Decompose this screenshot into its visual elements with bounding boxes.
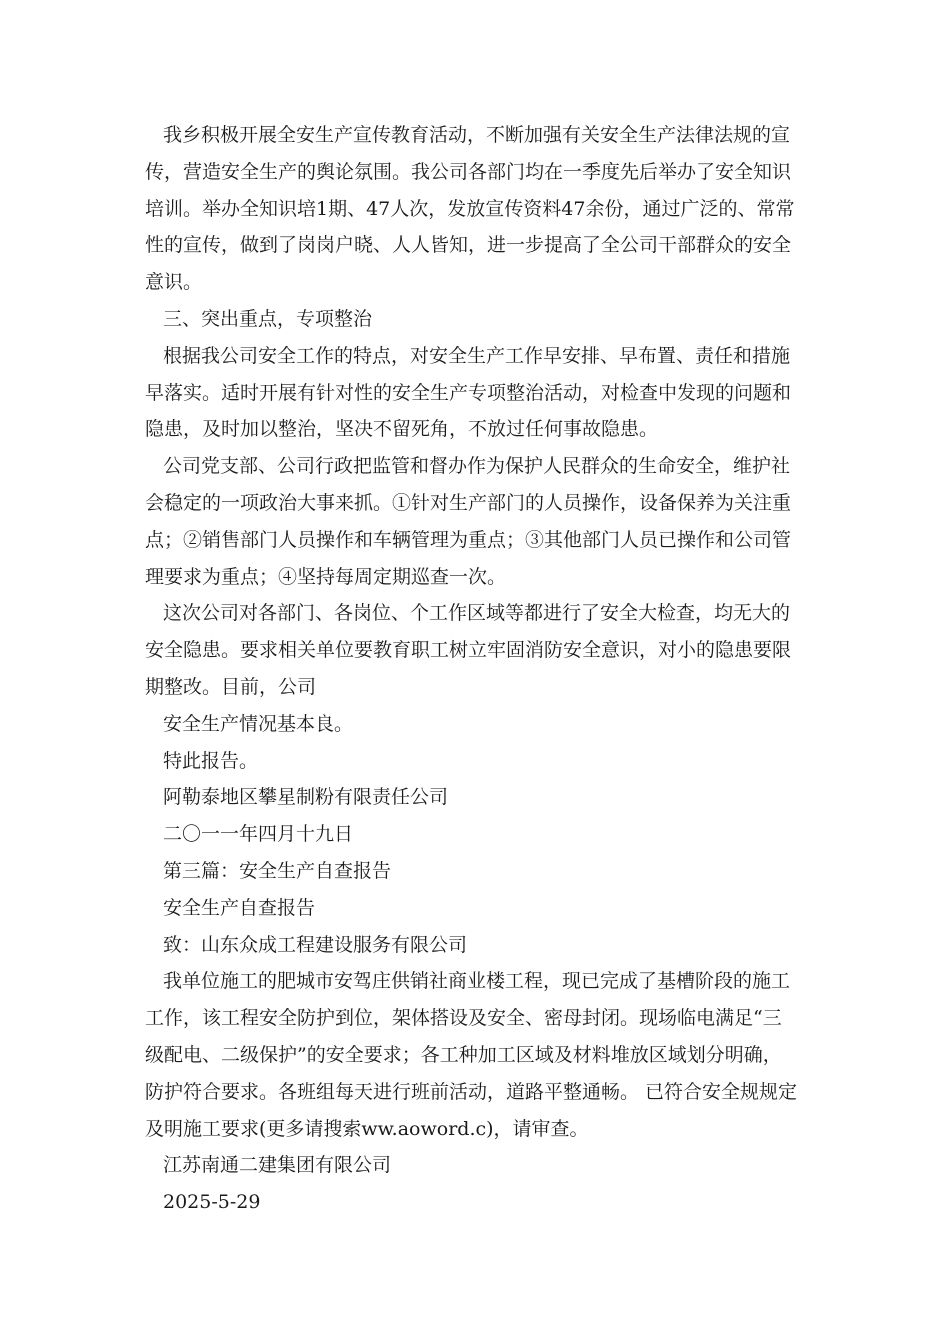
text-line: 点；②销售部门人员操作和车辆管理为重点；③其他部门人员已操作和公司管 — [145, 528, 792, 551]
text-line: 工作，该工程安全防护到位，架体搭设及安全、密母封闭。现场临电满足“三 — [145, 1007, 782, 1030]
text-line: 及明施工要求(更多请搜索ww.aoword.c)，请审查。 — [145, 1117, 589, 1140]
text-line: 隐患，及时加以整治，坚决不留死角，不放过任何事故隐患。 — [145, 418, 659, 441]
text-line: 这次公司对各部门、各岗位、个工作区域等都进行了安全大检查，均无大的 — [163, 602, 791, 625]
section-heading: 三、突出重点，专项整治 — [163, 307, 373, 330]
text-line: 安全隐患。要求相关单位要教育职工树立牢固消防安全意识，对小的隐患要限 — [145, 639, 792, 662]
text-line: 理要求为重点；④坚持每周定期巡查一次。 — [145, 565, 507, 588]
text-line: 根据我公司安全工作的特点，对安全生产工作早安排、早布置、责任和措施 — [163, 344, 791, 367]
text-line: 性的宣传，做到了岗岗户晓、人人皆知，进一步提高了全公司干部群众的安全 — [145, 234, 792, 257]
text-line: 防护符合要求。各班组每天进行班前活动，道路平整通畅。 已符合安全规规定 — [145, 1080, 798, 1103]
text-line: 早落实。适时开展有针对性的安全生产专项整治活动，对检查中发现的问题和 — [145, 381, 792, 404]
text-line: 公司党支部、公司行政把监管和督办作为保护人民群众的生命安全，维护社 — [163, 455, 791, 478]
text-line: 安全生产情况基本良。 — [163, 712, 354, 735]
closing-remark: 特此报告。 — [163, 749, 259, 772]
signature-company: 阿勒泰地区攀星制粉有限责任公司 — [163, 786, 449, 809]
signature-date: 二〇一一年四月十九日 — [163, 823, 354, 846]
text-line: 传，营造安全生产的舆论氛围。我公司各部门均在一季度先后举办了安全知识 — [145, 160, 792, 183]
signature-date: 2025-5-29 — [163, 1191, 261, 1214]
report-title: 安全生产自查报告 — [163, 896, 316, 919]
text-line: 培训。举办全知识培1期、47人次，发放宣传资料47余份，通过广泛的、常常 — [145, 197, 795, 220]
signature-company: 江苏南通二建集团有限公司 — [163, 1154, 392, 1177]
text-line: 我单位施工的肥城市安驾庄供销社商业楼工程，现已完成了基槽阶段的施工 — [163, 970, 791, 993]
text-line: 我乡积极开展全安生产宣传教育活动，不断加强有关安全生产法律法规的宣 — [163, 124, 791, 146]
text-line: 期整改。目前，公司 — [145, 675, 317, 698]
addressee: 致：山东众成工程建设服务有限公司 — [163, 933, 468, 956]
text-line: 级配电、二级保护”的安全要求；各工种加工区域及材料堆放区域划分明确， — [145, 1043, 782, 1066]
document-body — [145, 117, 805, 1221]
text-line: 意识。 — [145, 271, 203, 294]
text-line: 会稳定的一项政治大事来抓。①针对生产部门的人员操作，设备保养为关注重 — [145, 491, 792, 514]
chapter-heading: 第三篇：安全生产自查报告 — [163, 859, 392, 882]
